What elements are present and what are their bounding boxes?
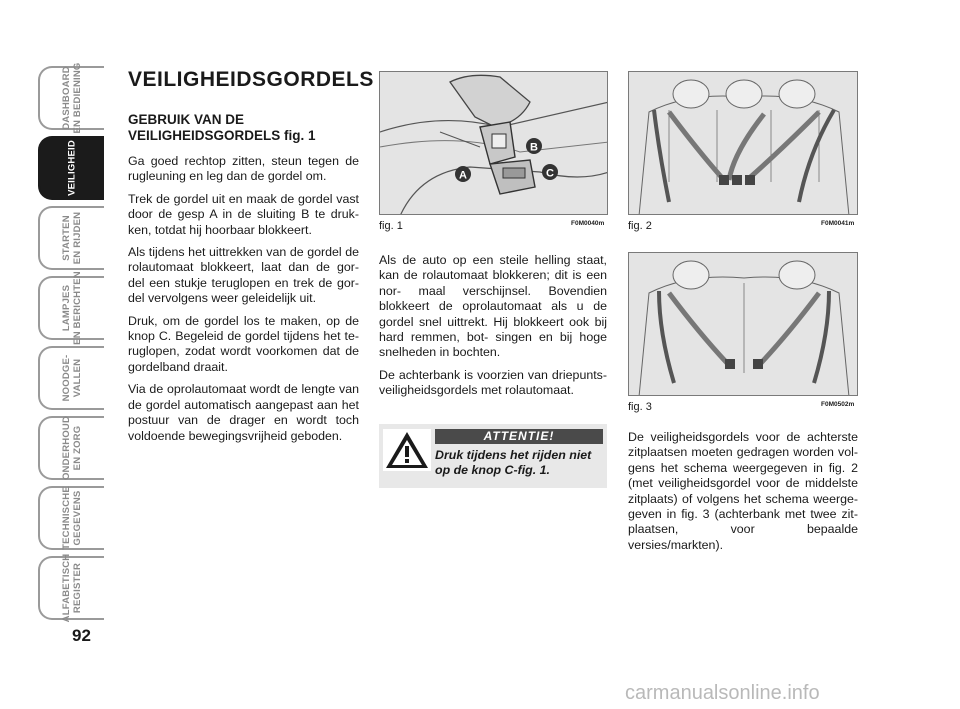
rear-seat-three-belts-illustration: [629, 72, 858, 215]
buckle-illustration: [380, 72, 608, 215]
tab-starten-label: STARTEN EN RIJDEN: [61, 211, 83, 265]
tab-veiligheid-label: VEILIGHEID: [66, 140, 78, 196]
tab-technische-label: TECHNISCHE GEGEVENS: [61, 486, 83, 550]
tab-register-label: ALFABETISCH REGISTER: [61, 553, 83, 623]
paragraph: Druk, om de gordel los te maken, op de knop C. Begeleid de gordel tijdens het te- ruglopen, zodat wordt voorkomen dat de gordelband draait.: [128, 313, 359, 374]
tab-technische[interactable]: [38, 486, 104, 550]
column-3-text: [628, 430, 858, 560]
warning-heading: ATTENTIE!: [435, 429, 603, 444]
column-2-text: [379, 253, 607, 406]
figure-3-image: [628, 252, 858, 396]
watermark: carmanualsonline.info: [625, 682, 820, 704]
warning-triangle-icon: [383, 429, 431, 471]
figure-3-code: F0M0502m: [821, 401, 855, 408]
figure-2-image: [628, 71, 858, 215]
tab-lampjes-label: LAMPJES EN BERICHTEN: [61, 271, 83, 345]
tab-veiligheid[interactable]: [38, 136, 104, 200]
paragraph: De achterbank is voorzien van driepunts- veiligheidsgordels met rolautomaat.: [379, 367, 607, 398]
tab-dashboard[interactable]: [38, 62, 104, 134]
section-subtitle: GEBRUIK VAN DE VEILIGHEIDSGORDELS fig. 1: [128, 112, 316, 143]
tab-noodgevallen-label: NOODGE- VALLEN: [61, 354, 83, 402]
paragraph: Via de oprolautomaat wordt de lengte van de gordel automatisch aangepast aan het postuur van de drager en wordt toch voldoende bewegingsvrijheid geboden.: [128, 382, 359, 443]
paragraph: De veiligheidsgordels voor de achterste zitplaatsen moeten gedragen worden vol- gens het schema weergegeven in fig. 2 (met veiligheidsgordel voor de middelste zitplaats) of volgens het schema weerge- geven in fig. 3 (achterbank met twee zit- plaatsen, voor bepaalde versies/markten).: [628, 430, 858, 552]
tab-dashboard-label: DASHBOARD EN BEDIENING: [61, 62, 83, 134]
warning-box: [379, 424, 607, 488]
label-a: A: [459, 169, 467, 182]
tab-lampjes[interactable]: [38, 271, 104, 345]
figure-1-image: [379, 71, 608, 215]
warning-text: Druk tijdens het rijden niet op de knop C-fig. 1.: [435, 448, 592, 477]
figure-3-caption: fig. 3: [628, 401, 652, 413]
tab-onderhoud-label: ONDERHOUD EN ZORG: [61, 415, 83, 481]
rear-seat-two-belts-illustration: [629, 253, 858, 396]
label-b: B: [530, 141, 538, 154]
column-1-text: [128, 154, 359, 451]
paragraph: Als tijdens het uittrekken van de gordel de rolautomaat blokkeert, laat dan de gor- del een stukje teruglopen en trek de gor- del vervolgens weer geleidelijk uit.: [128, 245, 359, 306]
figure-1-code: F0M0040m: [571, 220, 605, 227]
page-number: 92: [72, 626, 91, 645]
label-c: C: [546, 167, 554, 180]
figure-2-caption: fig. 2: [628, 220, 652, 232]
paragraph: Trek de gordel uit en maak de gordel vast door de gesp A in de sluiting B te druk- ken, totdat hij hoorbaar blokkeert.: [128, 191, 359, 237]
tab-starten[interactable]: [38, 206, 104, 270]
tab-onderhoud[interactable]: [38, 416, 104, 480]
tab-register[interactable]: [38, 553, 104, 623]
page-title: VEILIGHEIDSGORDELS: [128, 68, 374, 91]
tab-noodgevallen[interactable]: [38, 346, 104, 410]
paragraph: Ga goed rechtop zitten, steun tegen de rugleuning en leg dan de gordel om.: [128, 154, 359, 184]
figure-2-code: F0M0041m: [821, 220, 855, 227]
paragraph: Als de auto op een steile helling staat, kan de rolautomaat blokkeren; dit is een nor- maal verschijnsel. Bovendien blokkeert de oprolautomaat als u de gordel snel uittrekt. Hij blokkeert ook bij hard remmen, bot- singen en bij hoge snelheden in bochten.: [379, 253, 607, 360]
figure-1-caption: fig. 1: [379, 220, 403, 232]
